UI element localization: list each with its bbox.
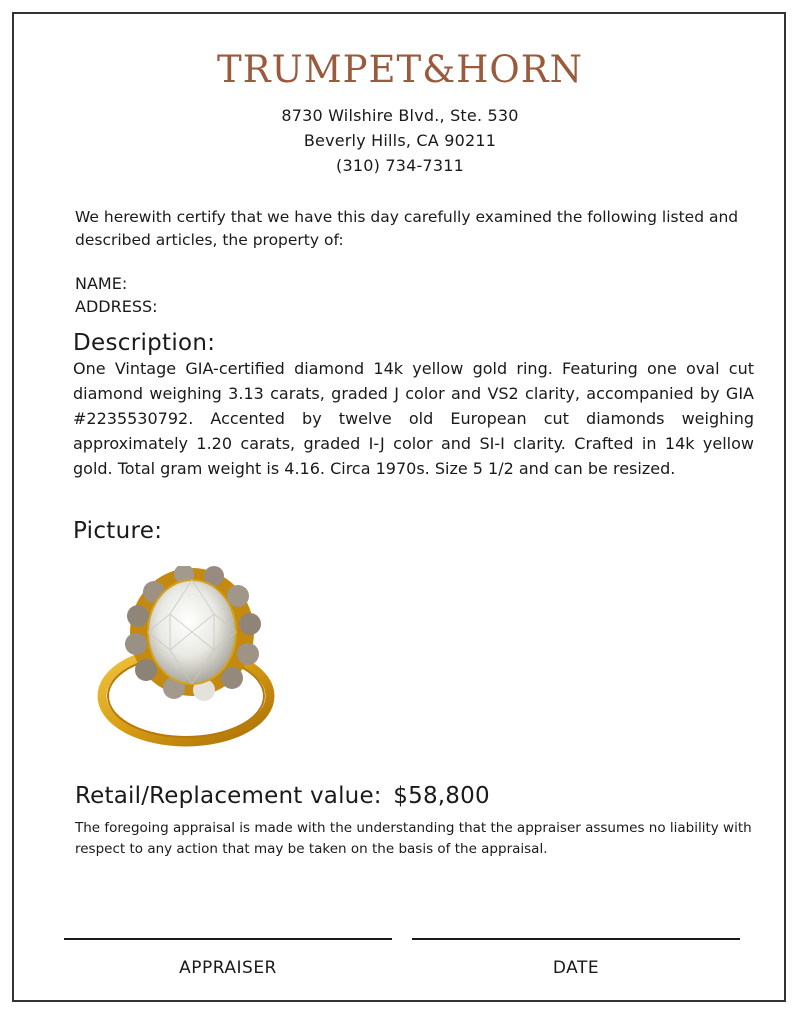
- phone-number: (310) 734-7311: [336, 156, 464, 175]
- ring-image: [86, 566, 296, 752]
- appraiser-signature-line: [64, 938, 392, 940]
- address-line-2: Beverly Hills, CA 90211: [303, 131, 497, 150]
- picture-heading: Picture:: [73, 518, 163, 544]
- brand-logo: TRUMPET&HORN: [217, 48, 583, 91]
- appraiser-label: APPRAISER: [179, 958, 277, 978]
- disclaimer-text: The foregoing appraisal is made with the understanding that the appraiser assumes no liability with respect to any action that may be taken on the basis of the appraisal.: [75, 820, 752, 857]
- description-heading: Description:: [73, 330, 216, 356]
- address-line-1: 8730 Wilshire Blvd., Ste. 530: [281, 106, 519, 125]
- certification-statement: We herewith certify that we have this day carefully examined the following listed and described articles, the property of:: [75, 208, 739, 249]
- address-label: ADDRESS:: [75, 297, 158, 316]
- date-signature-line: [412, 938, 740, 940]
- retail-value-amount: $58,800: [393, 783, 490, 809]
- name-label: NAME:: [75, 274, 128, 293]
- description-body: One Vintage GIA-certified diamond 14k yellow gold ring. Featuring one oval cut diamond weighing 3.13 carats, graded J color and VS2 clarity, accompanied by GIA #2235530792. Accented by twelve old European cut diamonds weighing approximately 1.20 carats, graded I-J color and SI-I clarity. Crafted in 14k yellow gold. Total gram weight is 4.16. Circa 1970s. Size 5 1/2 and can be resized.: [73, 359, 754, 478]
- date-label: DATE: [552, 958, 600, 978]
- retail-value-row: [75, 783, 490, 809]
- retail-value-label: Retail/Replacement value:: [75, 783, 382, 809]
